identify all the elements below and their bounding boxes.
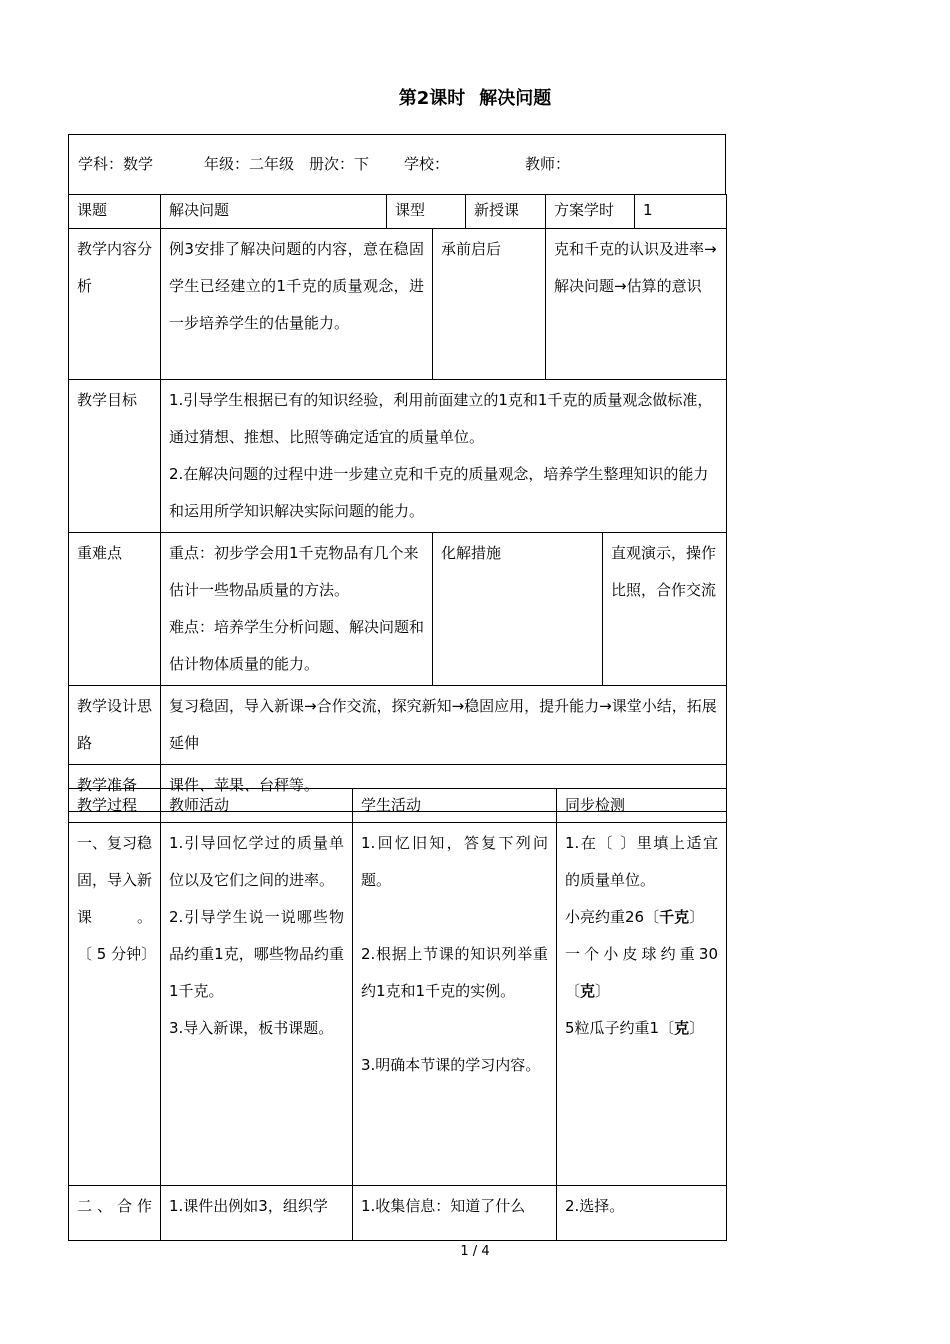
header-subject: 学科：数学	[78, 155, 154, 173]
measure-content: 直观演示，操作比照，合作交流	[603, 533, 727, 686]
topic-value: 解决问题	[161, 195, 387, 229]
stage1-check-q3: 5粒瓜子约重1〔克〕	[565, 1019, 705, 1037]
process-header-student: 学生活动	[353, 789, 557, 823]
prep-label: 教学准备	[69, 765, 161, 812]
goals-row	[69, 380, 727, 533]
prep-content: 课件、苹果、台秤等。	[161, 765, 727, 812]
key-difficulty: 难点：培养学生分析问题、解决问题和估计物体质量的能力。	[169, 618, 425, 673]
hours-label: 方案学时	[546, 195, 635, 229]
goals-label: 教学目标	[69, 380, 161, 533]
stage1-row	[69, 823, 727, 1186]
stage2-student-1: 1.收集信息：知道了什么	[353, 1186, 557, 1241]
stage1-teacher-3: 3.导入新课，板书课题。	[169, 1019, 334, 1037]
header-teacher: 教师：	[525, 155, 571, 173]
analysis-label: 教学内容分析	[69, 229, 161, 380]
key-row	[69, 533, 727, 686]
process-table	[68, 788, 727, 1241]
process-header-row	[69, 789, 727, 823]
link-label: 承前启后	[433, 229, 546, 380]
stage2-check-1: 2.选择。	[557, 1186, 727, 1241]
goal-item-1: 1.引导学生根据已有的知识经验，利用前面建立的1克和1千克的质量观念做标准，通过猜想、推想、比照等确定适宜的质量单位。	[169, 391, 713, 446]
process-header-teacher: 教师活动	[161, 789, 353, 823]
stage1-check-a1: 千克	[659, 908, 690, 926]
link-content: 克和千克的认识及进率→解决问题→估算的意识	[546, 229, 727, 380]
measure-label: 化解措施	[433, 533, 603, 686]
process-header-check: 同步检测	[557, 789, 727, 823]
hours-value: 1	[635, 195, 727, 229]
stage2-row	[69, 1186, 727, 1241]
stage1-teacher-2: 2.引导学生说一说哪些物品约重1克，哪些物品约重1千克。	[169, 908, 344, 1000]
stage1-student-2: 2.根据上节课的知识列举重约1克和1千克的实例。	[361, 945, 548, 1000]
analysis-row	[69, 229, 727, 380]
stage1-check-q2: 一个小皮球约重30〔克〕	[565, 945, 718, 1000]
key-focus: 重点：初步学会用1千克物品有几个来估计一些物品质量的方法。	[169, 544, 419, 599]
header-row	[68, 134, 726, 195]
stage1-check-intro: 1.在〔 〕里填上适宜的质量单位。	[565, 834, 718, 889]
goal-item-2: 2.在解决问题的过程中进一步建立克和千克的质量观念，培养学生整理知识的能力和运用所学知识解决实际问题的能力。	[169, 465, 709, 520]
key-label: 重难点	[69, 533, 161, 686]
title-lesson: 第2课时	[398, 88, 466, 109]
stage1-check-q1: 小亮约重26〔千克〕	[565, 908, 705, 926]
stage2-name: 二、合作	[69, 1186, 161, 1241]
page-number: 1 / 4	[460, 1244, 490, 1259]
header-grade: 年级：二年级	[204, 155, 295, 173]
type-label: 课型	[387, 195, 466, 229]
design-row	[69, 686, 727, 765]
topic-label: 课题	[69, 195, 161, 229]
stage1-name: 一、复习稳固，导入新课。	[77, 834, 153, 926]
type-value: 新授课	[466, 195, 546, 229]
stage2-teacher-1: 1.课件出例如3，组织学	[161, 1186, 353, 1241]
header-volume: 册次：下	[309, 155, 370, 173]
stage1-duration: 〔 5 分钟〕	[77, 945, 157, 963]
stage1-name-cell	[69, 823, 161, 1186]
title-topic: 解决问题	[479, 88, 552, 109]
stage1-student-1: 1.回忆旧知，答复下列问题。	[361, 834, 548, 889]
stage1-teacher-1: 1.引导回忆学过的质量单位以及它们之间的进率。	[169, 834, 344, 889]
header-school: 学校：	[404, 155, 450, 173]
process-header-stage: 教学过程	[69, 789, 161, 823]
analysis-content: 例3安排了解决问题的内容，意在稳固学生已经建立的1千克的质量观念，进一步培养学生的估量能力。	[161, 229, 433, 380]
stage1-student-3: 3.明确本节课的学习内容。	[361, 1056, 541, 1074]
design-label: 教学设计思路	[69, 686, 161, 765]
page-title	[0, 84, 950, 110]
design-content: 复习稳固，导入新课→合作交流，探究新知→稳固应用，提升能力→课堂小结，拓展延伸	[161, 686, 727, 765]
stage1-check-a3: 克	[674, 1019, 690, 1037]
stage1-check-a2: 克	[580, 982, 596, 1000]
topic-row	[69, 195, 727, 229]
lesson-info-table	[68, 194, 727, 812]
